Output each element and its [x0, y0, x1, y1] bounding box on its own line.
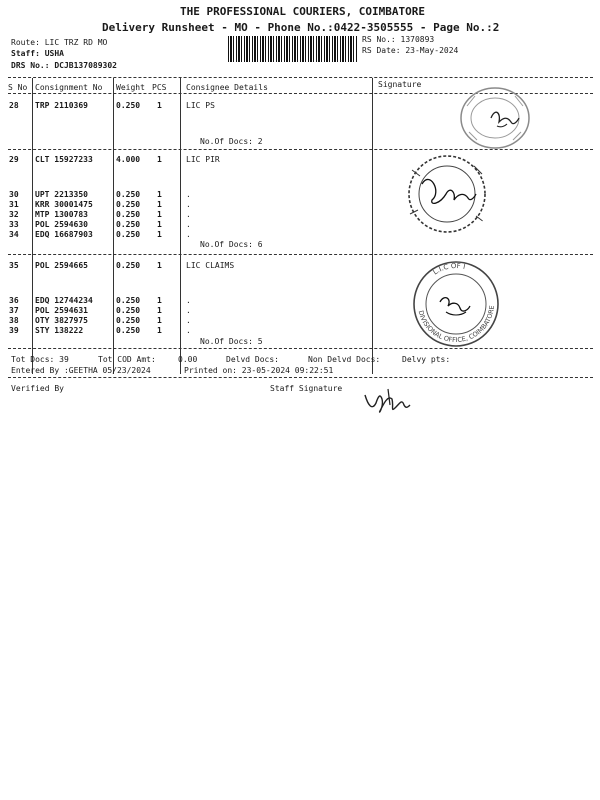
row-consignee: LIC CLAIMS: [186, 261, 235, 270]
row-weight: 0.250: [116, 190, 141, 199]
row-pcs: 1: [157, 210, 162, 219]
vline-pcs: [180, 78, 181, 374]
row-weight: 0.250: [116, 200, 141, 209]
non-delivered-docs: Non Delvd Docs:: [308, 355, 381, 364]
row-weight: 0.250: [116, 326, 141, 335]
row-cno: UPT 2213350: [35, 190, 88, 199]
header-top-rule: [8, 77, 593, 78]
group-docs-count: No.Of Docs: 5: [200, 337, 263, 346]
row-weight: 4.000: [116, 155, 141, 164]
row-pcs: 1: [157, 261, 162, 270]
rs-number: RS No.: 1370893: [362, 35, 435, 44]
row-sno: 31: [9, 200, 19, 209]
col-sno: S No: [8, 83, 28, 92]
row-weight: 0.250: [116, 316, 141, 325]
col-signature: Signature: [378, 80, 422, 89]
footer-rule: [8, 377, 593, 378]
row-consignee: LIC PIR: [186, 155, 220, 164]
row-pcs: 1: [157, 296, 162, 305]
delivery-points: Delvy pts:: [402, 355, 451, 364]
row-sno: 37: [9, 306, 19, 315]
row-sno: 35: [9, 261, 19, 270]
row-sno: 38: [9, 316, 19, 325]
verified-by: Verified By: [11, 384, 64, 393]
stamp-top-text: L.I.C OF I: [431, 261, 467, 277]
row-weight: 0.250: [116, 296, 141, 305]
drs-number: DRS No.: DCJB137089302: [11, 61, 117, 70]
row-pcs: 1: [157, 220, 162, 229]
row-cno: EDQ 12744234: [35, 296, 93, 305]
staff-signature-mark: [362, 385, 412, 421]
row-cno: MTP 1300783: [35, 210, 88, 219]
row-consignee: LIC PS: [186, 101, 215, 110]
row-pcs: 1: [157, 230, 162, 239]
col-consignment: Consignment No: [35, 83, 103, 92]
row-sno: 39: [9, 326, 19, 335]
row-sno: 36: [9, 296, 19, 305]
row-cno: KRR 30001475: [35, 200, 93, 209]
col-pcs: PCS: [152, 83, 167, 92]
row-pcs: 1: [157, 306, 162, 315]
row-sno: 34: [9, 230, 19, 239]
row-sno: 32: [9, 210, 19, 219]
row-weight: 0.250: [116, 261, 141, 270]
row-pcs: 1: [157, 316, 162, 325]
row-sno: 33: [9, 220, 19, 229]
row-pcs: 1: [157, 101, 162, 110]
row-weight: 0.250: [116, 220, 141, 229]
row-cno: POL 2594631: [35, 306, 88, 315]
svg-text:DIVISIONAL OFFICE, COIMBATORE: [417, 305, 496, 344]
group-docs-count: No.Of Docs: 2: [200, 137, 263, 146]
stamp-divisional-office: [406, 258, 506, 350]
row-consignee: .: [186, 296, 191, 305]
company-title: THE PROFESSIONAL COURIERS, COIMBATORE: [180, 5, 426, 18]
row-pcs: 1: [157, 190, 162, 199]
row-pcs: 1: [157, 200, 162, 209]
row-pcs: 1: [157, 155, 162, 164]
row-sno: 30: [9, 190, 19, 199]
row-consignee: .: [186, 220, 191, 229]
row-consignee: .: [186, 230, 191, 239]
total-cod-value: 0.00: [178, 355, 198, 364]
rs-date: RS Date: 23-May-2024: [362, 46, 459, 55]
row-consignee: .: [186, 190, 191, 199]
row-cno: STY 138222: [35, 326, 84, 335]
row-sno: 28: [9, 101, 19, 110]
stamp-lic-ps: [455, 82, 540, 154]
runsheet-subtitle: Delivery Runsheet - MO - Phone No.:0422-3505555 - Page No.:2: [102, 21, 500, 34]
row-cno: EDQ 16687903: [35, 230, 93, 239]
row-weight: 0.250: [116, 306, 141, 315]
row-consignee: .: [186, 316, 191, 325]
row-weight: 0.250: [116, 210, 141, 219]
printed-on: Printed on: 23-05-2024 09:22:51: [184, 366, 334, 375]
vline-cno: [113, 78, 114, 374]
row-sno: 29: [9, 155, 19, 164]
stamp-lic-pir: [402, 150, 492, 238]
entered-by: Entered By :GEETHA 05/23/2024: [11, 366, 151, 375]
vline-consignee: [372, 78, 373, 374]
row-consignee: .: [186, 306, 191, 315]
stamp-bottom-text: DIVISIONAL OFFICE, COIMBATORE: [416, 305, 497, 345]
row-cno: POL 2594630: [35, 220, 88, 229]
row-consignee: .: [186, 200, 191, 209]
row-weight: 0.250: [116, 230, 141, 239]
staff-signature-label: Staff Signature: [270, 384, 343, 393]
barcode: [228, 36, 358, 62]
row-weight: 0.250: [116, 101, 141, 110]
row-cno: TRP 2110369: [35, 101, 88, 110]
col-weight: Weight: [116, 83, 145, 92]
group-rule: [8, 254, 593, 255]
row-pcs: 1: [157, 326, 162, 335]
total-cod-label: Tot COD Amt:: [98, 355, 156, 364]
route-label: Route: LIC TRZ RD MO: [11, 38, 108, 47]
delivered-docs: Delvd Docs:: [226, 355, 279, 364]
row-consignee: .: [186, 326, 191, 335]
vline-sno: [32, 78, 33, 374]
row-cno: OTY 3827975: [35, 316, 88, 325]
total-docs: Tot Docs: 39: [11, 355, 69, 364]
row-cno: CLT 15927233: [35, 155, 93, 164]
row-cno: POL 2594665: [35, 261, 88, 270]
row-consignee: .: [186, 210, 191, 219]
group-rule: [8, 348, 593, 349]
staff-label: Staff: USHA: [11, 49, 64, 58]
col-consignee: Consignee Details: [186, 83, 268, 92]
group-docs-count: No.Of Docs: 6: [200, 240, 263, 249]
